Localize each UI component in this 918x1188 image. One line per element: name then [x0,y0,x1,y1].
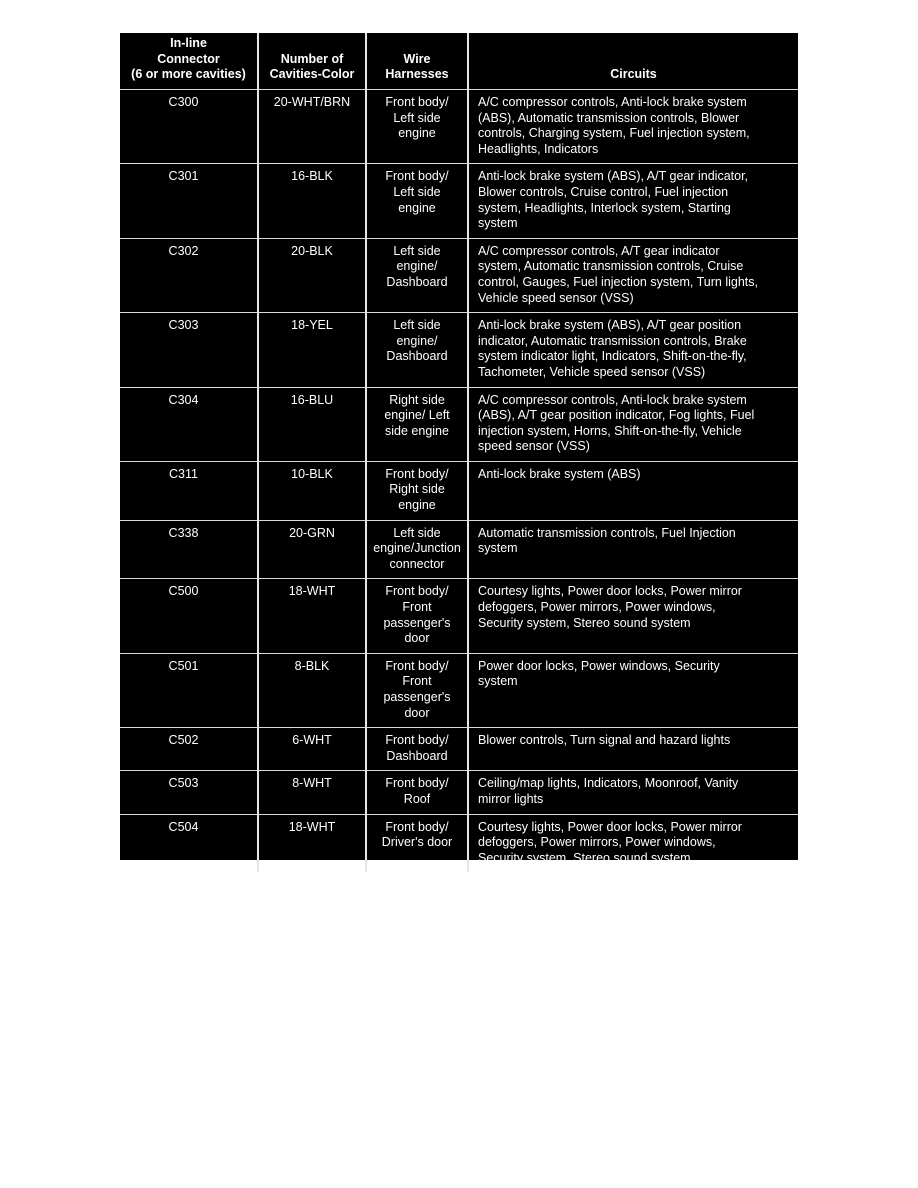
table-row [120,728,798,771]
harness-line: connector [389,556,445,571]
harness-line: Front body/ [385,819,449,834]
harness-cell [366,771,468,814]
header-harness-line: Harnesses [385,66,449,81]
connector-cell: C301 [120,164,258,238]
connector-table-panel [120,33,798,865]
harness-line: Left side [393,525,441,540]
circuits-cell [468,387,798,461]
cavities-color-cell: 8-WHT [258,771,366,814]
header-circuits-label: Circuits [610,66,657,81]
connector-cell: C311 [120,461,258,520]
harness-line: engine/Junction [373,541,461,556]
harness-line: engine/ Left [384,408,450,423]
circuits-line: Security system, Stereo sound system [478,615,691,630]
harness-line: Front body/ [385,658,449,673]
header-cavities-line: Cavities-Color [269,66,355,81]
cavities-color-cell: 10-BLK [258,461,366,520]
harness-cell [366,238,468,312]
circuits-cell [468,653,798,727]
circuits-cell [468,313,798,387]
table-header-row [120,33,798,90]
circuits-cell [468,814,798,872]
harness-cell [366,313,468,387]
circuits-line: system indicator light, Indicators, Shift-on-the-fly, [478,349,747,364]
header-connector [120,33,258,90]
harness-line: Front body/ [385,169,449,184]
circuits-line: A/C compressor controls, Anti-lock brake system [478,392,747,407]
cavities-color-cell: 16-BLK [258,164,366,238]
harness-line: Driver's door [381,835,453,850]
circuits-cell [468,164,798,238]
circuits-line: Anti-lock brake system (ABS) [478,466,641,481]
connector-cell: C302 [120,238,258,312]
table-row [120,579,798,653]
header-connector-line: (6 or more cavities) [131,66,246,81]
harness-line: Left side [393,184,441,199]
harness-line: engine [398,126,436,141]
connector-cell: C504 [168,819,199,834]
harness-line: Left side [393,243,441,258]
harness-line: passenger's [383,690,451,704]
circuits-line: Courtesy lights, Power door locks, Power mirror [478,819,742,834]
connector-cell: C501 [120,653,258,727]
circuits-cell [468,238,798,312]
circuits-line: A/C compressor controls, Anti-lock brake system [478,95,747,109]
table-row [120,313,798,387]
harness-line: door [404,631,430,646]
header-circuits [468,33,798,90]
header-harness [366,33,468,90]
circuits-cell [468,728,798,771]
circuits-line: Tachometer, Vehicle speed sensor (VSS) [478,364,706,379]
harness-line: Left side [393,110,441,125]
cavities-color-cell: 18-WHT [258,579,366,653]
harness-line: passenger's [383,615,451,630]
circuits-line: controls, Charging system, Fuel injection system, [478,126,750,141]
circuits-line: indicator, Automatic transmission controls, Brake [478,333,747,348]
harness-line: engine/ [396,333,438,348]
circuits-line: Blower controls, Cruise control, Fuel injection [478,184,729,199]
circuits-cell [468,520,798,579]
table-row [120,164,798,238]
circuits-line: system [478,541,518,556]
circuits-line: Headlights, Indicators [478,141,599,156]
harness-line: engine [398,498,436,513]
harness-cell [366,579,468,653]
harness-line: Front [402,600,432,615]
table-row [120,771,798,814]
harness-line: Front body/ [385,95,449,109]
circuits-line: control, Gauges, Fuel injection system, Turn lights, [478,274,758,289]
header-cavities-line: Number of [280,51,344,66]
connector-cell: C500 [120,579,258,653]
harness-line: Right side [389,482,445,497]
circuits-line: Blower controls, Turn signal and hazard lights [478,733,731,748]
table-row [120,653,798,727]
header-harness-line: Wire [403,51,431,66]
harness-line: Right side [389,392,445,407]
cavities-color-cell: 18-YEL [258,313,366,387]
circuits-cell [468,90,798,164]
cavities-color-cell: 20-BLK [258,238,366,312]
harness-line: engine/ [396,259,438,274]
table-row [120,238,798,312]
connector-table [120,33,798,872]
circuits-line: system [478,674,518,689]
circuits-line: Security system, Stereo sound system [478,850,691,865]
circuits-line: system, Automatic transmission controls, Cruise [478,259,744,274]
harness-line: Front body/ [385,776,449,791]
circuits-cell [468,771,798,814]
circuits-line: Automatic transmission controls, Fuel Injection [478,525,736,540]
harness-line: Front [402,674,432,689]
connector-cell: C304 [120,387,258,461]
circuits-line: (ABS), A/T gear position indicator, Fog lights, Fuel [478,408,755,423]
circuits-line: defoggers, Power mirrors, Power windows, [478,600,716,615]
harness-cell [366,387,468,461]
harness-line: Left side [393,318,441,333]
harness-line: Roof [403,791,431,806]
circuits-line: system, Headlights, Interlock system, Starting [478,200,731,215]
harness-cell [366,814,468,872]
harness-cell [366,728,468,771]
table-row [120,461,798,520]
cavities-color-cell: 8-BLK [258,653,366,727]
harness-line: Dashboard [386,274,448,289]
circuits-line: Vehicle speed sensor (VSS) [478,290,634,305]
harness-line: Dashboard [386,748,448,763]
table-row [120,814,798,872]
circuits-line: Ceiling/map lights, Indicators, Moonroof, Vanity [478,776,739,791]
cavities-color-cell: 20-WHT/BRN [258,90,366,164]
connector-cell: C502 [120,728,258,771]
header-connector-line: In-line [170,36,207,51]
connector-cell: C300 [120,90,258,164]
circuits-line: defoggers, Power mirrors, Power windows, [478,835,716,850]
harness-cell [366,461,468,520]
table-row [120,520,798,579]
circuits-line: speed sensor (VSS) [478,439,590,454]
header-cavities [258,33,366,90]
cavities-color-cell: 6-WHT [258,728,366,771]
harness-cell [366,653,468,727]
cavities-color-cell: 20-GRN [258,520,366,579]
table-row [120,90,798,164]
harness-cell [366,164,468,238]
header-connector-line: Connector [157,51,220,66]
harness-cell [366,90,468,164]
harness-line: Front body/ [385,584,449,599]
connector-cell: C338 [120,520,258,579]
harness-line: Dashboard [386,349,448,364]
circuits-line: Anti-lock brake system (ABS), A/T gear position [478,318,742,333]
connector-cell: C303 [120,313,258,387]
circuits-line: (ABS), Automatic transmission controls, Blower [478,110,740,125]
circuits-cell [468,579,798,653]
harness-cell [366,520,468,579]
circuits-cell [468,461,798,520]
circuits-line: Anti-lock brake system (ABS), A/T gear indicator, [478,169,749,184]
circuits-line: system [478,216,518,231]
cavities-color-cell: 16-BLU [258,387,366,461]
circuits-line: A/C compressor controls, A/T gear indicator [478,243,720,258]
circuits-line: injection system, Horns, Shift-on-the-fly, Vehicle [478,423,742,438]
harness-line: Front body/ [385,733,449,748]
harness-line: door [404,705,430,720]
table-row [120,387,798,461]
circuits-line: Power door locks, Power windows, Security [478,658,720,673]
cavities-color-cell: 18-WHT [258,814,366,872]
harness-line: side engine [385,423,449,438]
harness-line: Front body/ [385,466,449,481]
harness-line: engine [398,200,436,215]
circuits-line: Courtesy lights, Power door locks, Power mirror [478,584,742,599]
connector-cell: C503 [120,771,258,814]
circuits-line: mirror lights [478,791,544,806]
